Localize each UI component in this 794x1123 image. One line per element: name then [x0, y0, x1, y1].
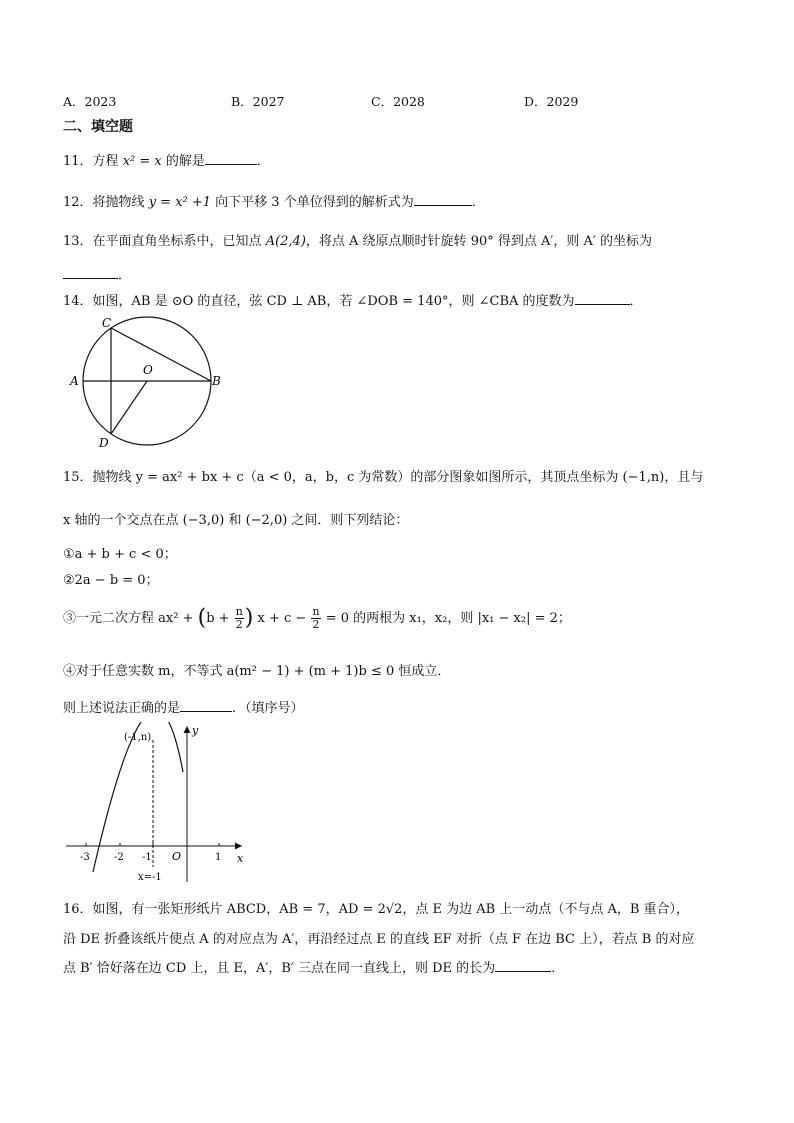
q15-ask-post: ．（填序号）: [232, 701, 304, 716]
origin-label: O: [172, 850, 182, 863]
q12-equation: y = x² +1: [148, 195, 212, 210]
question-16-line3: [63, 959, 564, 977]
tick-label-1: 1: [215, 852, 222, 863]
option-b: B．2027: [231, 94, 285, 109]
label-a: A: [70, 374, 79, 388]
q13-mid: ，将点 A 绕原点顺时针旋转 90° 得到点 A′，则 A′ 的坐标为: [305, 234, 652, 249]
x-axis-label: x: [237, 852, 244, 865]
circle-figure: [62, 315, 232, 455]
option-a: A．2023: [63, 94, 117, 109]
q13-answer-blank[interactable]: [63, 266, 118, 279]
q11-post: 的解是: [161, 154, 205, 169]
q16-line3-end: ．: [551, 961, 565, 976]
c3-frac-1-num: n: [235, 605, 243, 618]
c3-frac-1-den: 2: [235, 618, 243, 631]
q11-pre: 11．方程: [63, 154, 123, 169]
c3-mid: x + c −: [257, 611, 307, 626]
question-15-line2: x 轴的一个交点在点 (−3,0) 和 (−2,0) 之间．则下列结论：: [63, 513, 409, 528]
x-axis-arrow: [235, 843, 242, 850]
q12-post: 向下平移 3 个单位得到的解析式为: [211, 195, 414, 210]
segment-od: [111, 381, 147, 434]
question-16-line1: 16．如图，有一张矩形纸片 ABCD，AB = 7，AD = 2√2，点 E 为边 AB 上一动点（不与点 A，B 重合），: [63, 902, 690, 917]
conclusion-3: [63, 604, 571, 636]
c3-frac-2-den: 2: [312, 618, 320, 631]
question-16-line2: 沿 DE 折叠该纸片使点 A 的对应点为 A′，再沿经过点 E 的直线 EF 对折（点 F 在边 BC 上），若点 B 的对应: [63, 932, 695, 947]
q12-answer-blank[interactable]: [414, 193, 472, 206]
symmetry-label: x=-1: [138, 872, 162, 883]
c3-paren-open: (: [197, 605, 207, 631]
q11-answer-blank[interactable]: [205, 152, 257, 165]
y-axis-arrow: [184, 726, 191, 733]
label-o: O: [143, 363, 153, 377]
c3-frac-2: [311, 606, 320, 631]
c3-b: b +: [206, 611, 230, 626]
conclusion-1: ①a + b + c < 0；: [63, 547, 177, 562]
segment-cb: [111, 328, 211, 381]
tick-label-m3: -3: [80, 852, 90, 863]
q13-point: A(2,4): [265, 234, 306, 249]
parabola-figure: [62, 722, 252, 887]
c3-frac-2-num: n: [312, 605, 320, 618]
q16-answer-blank[interactable]: [495, 959, 551, 972]
q14-end: ．: [629, 294, 643, 309]
q15-ask-pre: 则上述说法正确的是: [63, 701, 181, 716]
question-13-cont: [63, 266, 131, 284]
tick-label-m1: -1: [142, 852, 152, 863]
q11-end: ．: [256, 154, 270, 169]
question-12: [63, 193, 485, 211]
label-d: D: [99, 436, 109, 450]
question-15-line1: 15．抛物线 y = ax² + bx + c（a < 0，a，b，c 为常数）的部分图象如图所示，其顶点坐标为 (−1,n)，且与: [63, 470, 704, 485]
question-13: [63, 234, 652, 250]
conclusion-4: ④对于任意实数 m，不等式 a(m² − 1) + (m + 1)b ≤ 0 恒成立．: [63, 664, 451, 679]
c3-pre: ③一元二次方程 ax² +: [63, 611, 194, 626]
option-d: D．2029: [524, 94, 579, 109]
c3-post: = 0 的两根为 x₁，x₂，则 |x₁ − x₂| = 2；: [325, 611, 571, 626]
c3-frac-1: [235, 606, 244, 631]
q12-pre: 12．将抛物线: [63, 195, 149, 210]
tick-label-m2: -2: [114, 852, 124, 863]
conclusion-2: ②2a − b = 0；: [63, 573, 159, 588]
c3-paren-close: ): [244, 605, 254, 631]
label-c: C: [102, 316, 112, 330]
option-c: C．2028: [371, 94, 425, 109]
question-11: [63, 152, 270, 170]
q12-end: ．: [471, 195, 485, 210]
section-title: 二、填空题: [63, 119, 133, 135]
vertex-label: (-1,n): [124, 732, 152, 743]
y-axis-label: y: [192, 724, 199, 737]
q16-line3-pre: 点 B′ 恰好落在边 CD 上，且 E，A′，B′ 三点在同一直线上，则 DE 的长为: [63, 961, 496, 976]
q15-answer-blank[interactable]: [180, 699, 232, 712]
question-15-ask: [63, 699, 304, 717]
parabola-curve: [93, 722, 183, 872]
q14-answer-blank[interactable]: [575, 292, 630, 305]
q13-end: ．: [118, 268, 132, 283]
q11-equation: x² = x: [122, 154, 162, 169]
question-14: [63, 292, 643, 310]
label-b: B: [212, 374, 221, 388]
q13-pre: 13．在平面直角坐标系中，已知点: [63, 234, 266, 249]
q14-text: 14．如图，AB 是 ⊙O 的直径，弦 CD ⊥ AB，若 ∠DOB = 140°，则 ∠CBA 的度数为: [63, 294, 575, 309]
